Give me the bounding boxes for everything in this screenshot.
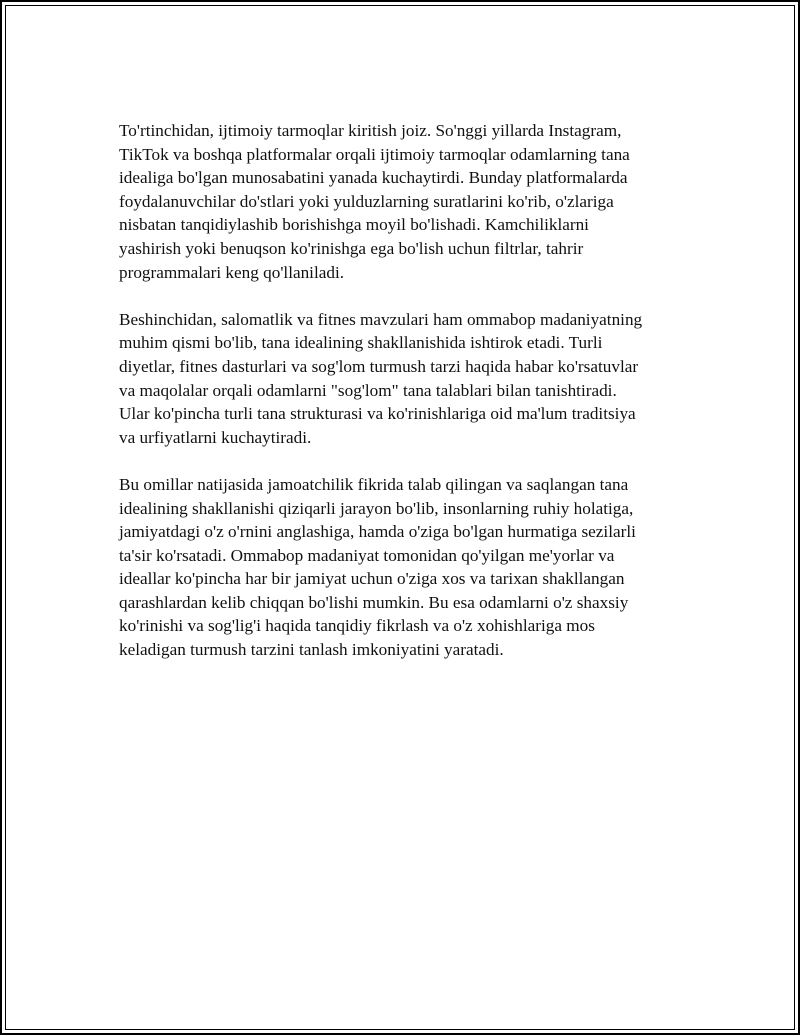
paragraph-health-fitness: Beshinchidan, salomatlik va fitnes mavzulari ham ommabop madaniyatning muhim qismi bo'lib, tana idealining shakllanishida ishtirok etadi. Turli diyetlar, fitnes dasturlari va sog'lom turmush tarzi haqida habar ko'rsatuvlar va maqolalar orqali odamlarni "sog'lom" tana talablari bilan tanishtiradi. Ular ko'pincha turli tana strukturasi va ko'rinishlariga oid ma'lum traditsiya va urfiyatlarni kuchaytiradi. bbox=[119, 309, 643, 447]
document-body bbox=[119, 119, 689, 685]
paragraph-social-media: To'rtinchidan, ijtimoiy tarmoqlar kiritish joiz. So'nggi yillarda Instagram, TikTok va boshqa platformalar orqali ijtimoiy tarmoqlar odamlarning tana idealiga bo'lgan munosabatini yanada kuchaytirdi. Bunday platformalarda foydalanuvchilar do'stlari yoki yulduzlarning suratlarini ko'rib, o'zlariga nisbatan tanqidiylashib borishishga moyil bo'lishadi. Kamchiliklarni yashirish yoki benuqson ko'rinishga ega bo'lish uchun filtrlar, tahrir programmalari keng qo'llaniladi. bbox=[119, 121, 630, 282]
paragraph-conclusion: Bu omillar natijasida jamoatchilik fikrida talab qilingan va saqlangan tana idealining shakllanishi qiziqarli jarayon bo'lib, insonlarning ruhiy holatiga, jamiyatdagi o'z o'rnini anglashiga, hamda o'ziga bo'lgan hurmatiga sezilarli ta'sir ko'rsatadi. Ommabop madaniyat tomonidan qo'yilgan me'yorlar va ideallar ko'pincha har bir jamiyat uchun o'ziga xos va tarixan shakllangan qarashlardan kelib chiqqan bo'lishi mumkin. Bu esa odamlarni o'z shaxsiy ko'rinishi va sog'lig'i haqida tanqidiy fikrlash va o'z xohishlariga mos keladigan turmush tarzini tanlash imkoniyatini yaratadi. bbox=[119, 474, 636, 660]
